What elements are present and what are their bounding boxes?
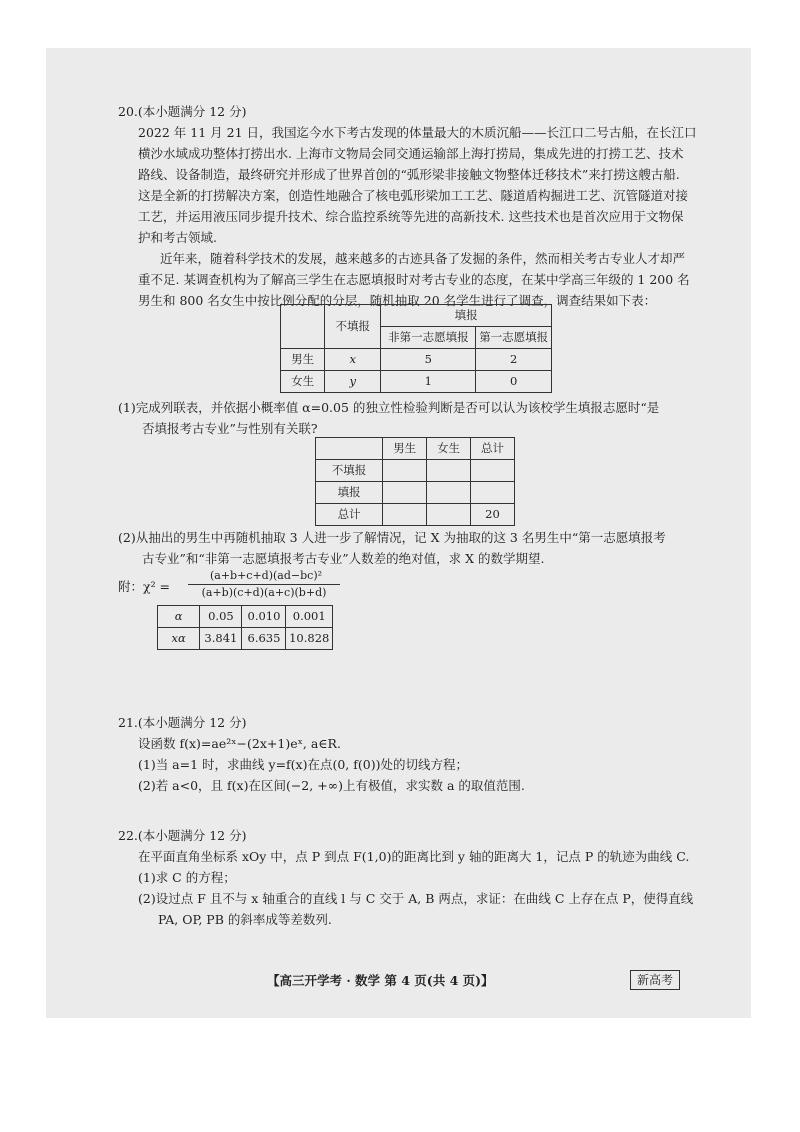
contingency-header: 女生: [427, 438, 471, 460]
q22-line: 在平面直角坐标系 xOy 中，点 P 到点 F(1,0)的距离比到 y 轴的距离大 1，记点 P 的轨迹为曲线 C.: [138, 849, 690, 864]
formula-prefix: 附：χ² =: [118, 579, 171, 594]
contingency-row-label: 总计: [316, 504, 383, 526]
critical-value-table: [157, 605, 333, 650]
survey-header-first: 第一志愿填报: [476, 327, 552, 349]
q21-line: (1)当 a=1 时，求曲线 y=f(x)在点(0, f(0))处的切线方程；: [138, 757, 468, 772]
critical-table-cell: xα: [158, 628, 200, 650]
survey-header-non-first: 非第一志愿填报: [381, 327, 476, 349]
critical-table-cell: 0.001: [286, 606, 333, 628]
footer-badge: 新高考: [630, 970, 680, 990]
contingency-row-label: 填报: [316, 482, 383, 504]
q21-line: 设函数 f(x)=ae²ˣ−(2x+1)eˣ, a∈R.: [138, 736, 341, 751]
contingency-cell: [383, 482, 427, 504]
contingency-cell: [383, 504, 427, 526]
contingency-cell: 20: [470, 504, 514, 526]
q20-p2-line: 男生和 800 名女生中按比例分配的分层，随机抽取 20 名学生进行了调查，调查结果如下表：: [138, 293, 657, 308]
q21-header: 21.(本小题满分 12 分): [118, 715, 247, 730]
critical-table-cell: 10.828: [286, 628, 333, 650]
formula-numerator: (a+b+c+d)(ad−bc)²: [209, 569, 323, 582]
formula-fraction-bar: [188, 584, 340, 585]
contingency-table: [315, 437, 515, 526]
q22-line: PA, OP, PB 的斜率成等差数列.: [158, 912, 332, 927]
q20-p2-line: 重不足. 某调查机构为了解高三学生在志愿填报时对考古专业的态度，在某中学高三年级的 1 200 名: [138, 272, 690, 287]
contingency-cell: [427, 460, 471, 482]
q20-sub1-line: (1)完成列联表，并依据小概率值 α=0.05 的独立性检验判断是否可以认为该校学生填报志愿时“是: [118, 400, 660, 415]
contingency-header: 总计: [470, 438, 514, 460]
critical-table-cell: α: [158, 606, 200, 628]
survey-cell: 2: [476, 349, 552, 371]
q20-p1-line: 2022 年 11 月 21 日，我国迄今水下考古发现的体量最大的木质沉船——长江口二号古船，在长江口: [138, 125, 697, 140]
contingency-cell: [427, 504, 471, 526]
contingency-cell: [470, 482, 514, 504]
page-footer: 【高三开学考 · 数学 第 4 页(共 4 页)】: [267, 973, 494, 988]
critical-table-cell: 3.841: [200, 628, 242, 650]
critical-table-cell: 0.010: [242, 606, 286, 628]
critical-table-cell: 6.635: [242, 628, 286, 650]
q22-line: (1)求 C 的方程；: [138, 870, 236, 885]
contingency-cell: [383, 460, 427, 482]
q20-p1-line: 护和考古领域.: [138, 230, 217, 245]
survey-table: [280, 304, 552, 393]
q20-p1-line: 工艺，并运用液压同步提升技术、综合监控系统等先进的高新技术. 这些技术也是首次应用于文物保: [138, 209, 684, 224]
survey-header-not-fill: 不填报: [325, 305, 381, 349]
q20-sub2-line: (2)从抽出的男生中再随机抽取 3 人进一步了解情况，记 X 为抽取的这 3 名男生中“第一志愿填报考: [118, 530, 666, 545]
q20-p1-line: 这是全新的打捞解决方案，创造性地融合了核电弧形梁加工工艺、隧道盾构掘进工艺、沉管隧道对接: [138, 188, 689, 203]
contingency-row-label: 不填报: [316, 460, 383, 482]
critical-table-cell: 0.05: [200, 606, 242, 628]
q21-line: (2)若 a<0，且 f(x)在区间(−2, +∞)上有极值，求实数 a 的取值范围.: [138, 778, 525, 793]
contingency-cell: [427, 482, 471, 504]
survey-header-fill: 填报: [381, 305, 552, 327]
contingency-header: [316, 438, 383, 460]
q20-header: 20.(本小题满分 12 分): [118, 104, 247, 119]
q20-sub2-line: 古专业”和“非第一志愿填报考古专业”人数差的绝对值，求 X 的数学期望.: [142, 551, 545, 566]
survey-cell: y: [325, 371, 381, 393]
survey-row-label: 男生: [281, 349, 325, 371]
contingency-cell: [470, 460, 514, 482]
q22-line: (2)设过点 F 且不与 x 轴重合的直线 l 与 C 交于 A, B 两点，求证：在曲线 C 上存在点 P，使得直线: [138, 891, 694, 906]
contingency-header: 男生: [383, 438, 427, 460]
survey-corner-cell: [281, 305, 325, 349]
survey-cell: 5: [381, 349, 476, 371]
q22-header: 22.(本小题满分 12 分): [118, 828, 247, 843]
survey-cell: x: [325, 349, 381, 371]
survey-cell: 1: [381, 371, 476, 393]
q20-p2-line: 近年来，随着科学技术的发展，越来越多的古迹具备了发掘的条件，然而相关考古专业人才却严: [160, 251, 686, 266]
formula-denominator: (a+b)(c+d)(a+c)(b+d): [201, 586, 327, 599]
q20-p1-line: 路线、设备制造，最终研究并形成了世界首创的“弧形梁非接触文物整体迁移技术”来打捞这艘古船.: [138, 167, 680, 182]
q20-sub1-line: 否填报考古专业”与性别有关联?: [142, 421, 318, 436]
survey-cell: 0: [476, 371, 552, 393]
q20-p1-line: 横沙水域成功整体打捞出水. 上海市文物局会同交通运输部上海打捞局，集成先进的打捞工艺、技术: [138, 146, 684, 161]
survey-row-label: 女生: [281, 371, 325, 393]
